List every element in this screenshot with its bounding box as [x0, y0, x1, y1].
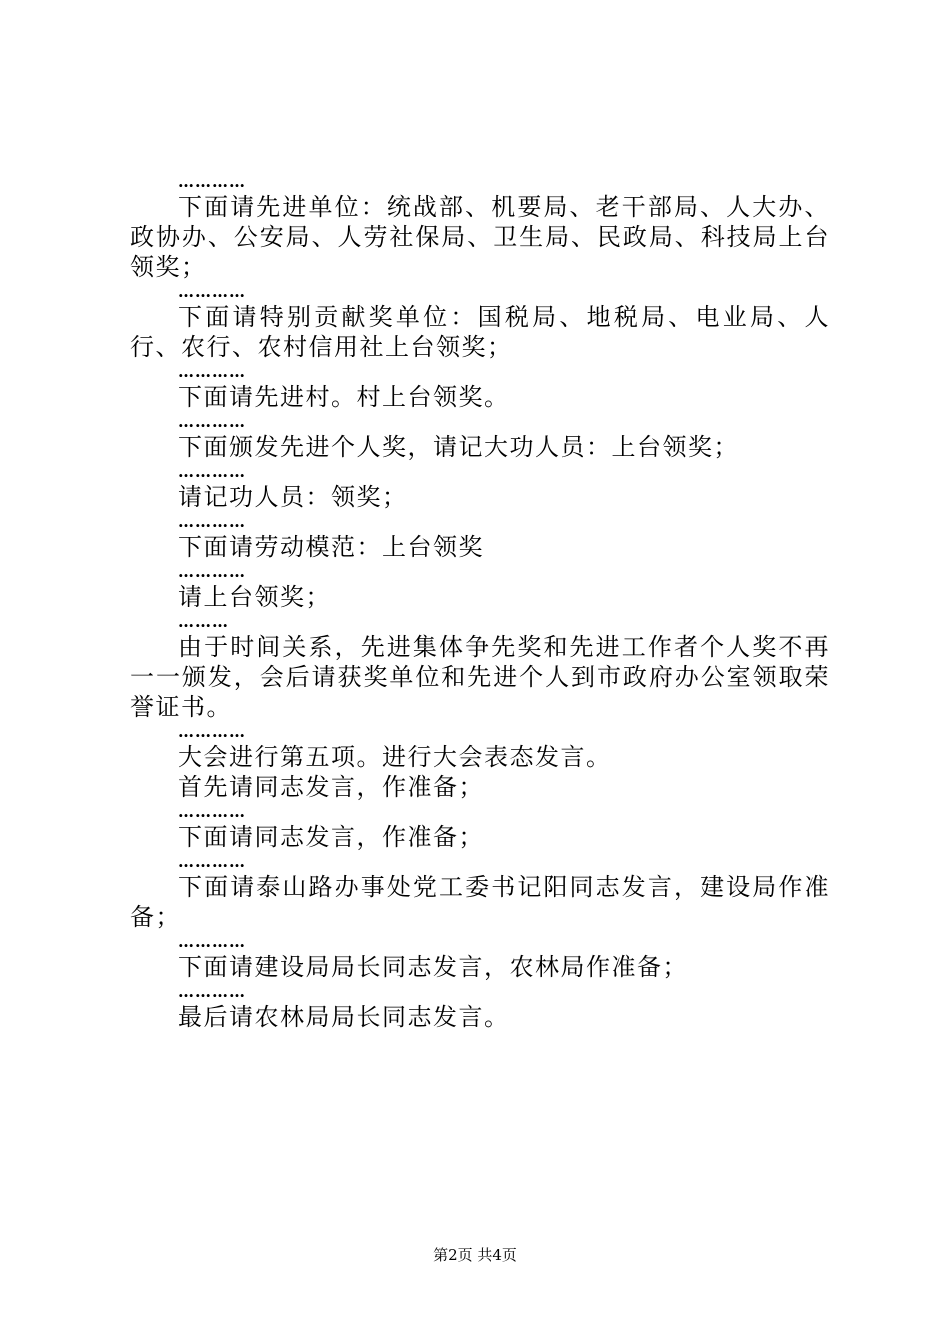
paragraph: 最后请农林局局长同志发言。 [178, 1003, 510, 1031]
paragraph: 首先请同志发言，作准备； [178, 773, 484, 801]
ellipsis-separator: ………… [178, 982, 246, 1001]
ellipsis-separator: ……… [178, 612, 229, 631]
paragraph: 请上台领奖； [178, 583, 331, 611]
paragraph: 下面颁发先进个人奖，请记大功人员：上台领奖； [178, 433, 739, 461]
ellipsis-separator: ………… [178, 852, 246, 871]
paragraph: 由于时间关系，先进集体争先奖和先进工作者个人奖不再一一颁发，会后请获奖单位和先进个人到市政府办公室领取荣誉证书。 [130, 633, 830, 721]
ellipsis-separator: ………… [178, 802, 246, 821]
paragraph: 大会进行第五项。进行大会表态发言。 [178, 743, 612, 771]
paragraph: 下面请同志发言，作准备； [178, 823, 484, 851]
ellipsis-separator: ………… [178, 462, 246, 481]
ellipsis-separator: ………… [178, 932, 246, 951]
ellipsis-separator: ………… [178, 722, 246, 741]
paragraph: 下面请特别贡献奖单位：国税局、地税局、电业局、人行、农行、农村信用社上台领奖； [130, 303, 830, 361]
ellipsis-separator: ………… [178, 362, 246, 381]
ellipsis-separator: ………… [178, 512, 246, 531]
page-footer: 第2页 共4页 [433, 1246, 517, 1264]
document-body [130, 172, 830, 1032]
paragraph: 下面请泰山路办事处党工委书记阳同志发言，建设局作准备； [130, 873, 830, 931]
ellipsis-separator: ………… [178, 412, 246, 431]
paragraph: 请记功人员：领奖； [178, 483, 408, 511]
paragraph: 下面请建设局局长同志发言，农林局作准备； [178, 953, 688, 981]
ellipsis-separator: ………… [178, 172, 246, 191]
paragraph: 下面请先进单位：统战部、机要局、老干部局、人大办、政协办、公安局、人劳社保局、卫生局、民政局、科技局上台领奖； [130, 193, 830, 281]
paragraph: 下面请劳动模范：上台领奖 [178, 533, 484, 561]
ellipsis-separator: ………… [178, 282, 246, 301]
paragraph: 下面请先进村。村上台领奖。 [178, 383, 510, 411]
ellipsis-separator: ………… [178, 562, 246, 581]
